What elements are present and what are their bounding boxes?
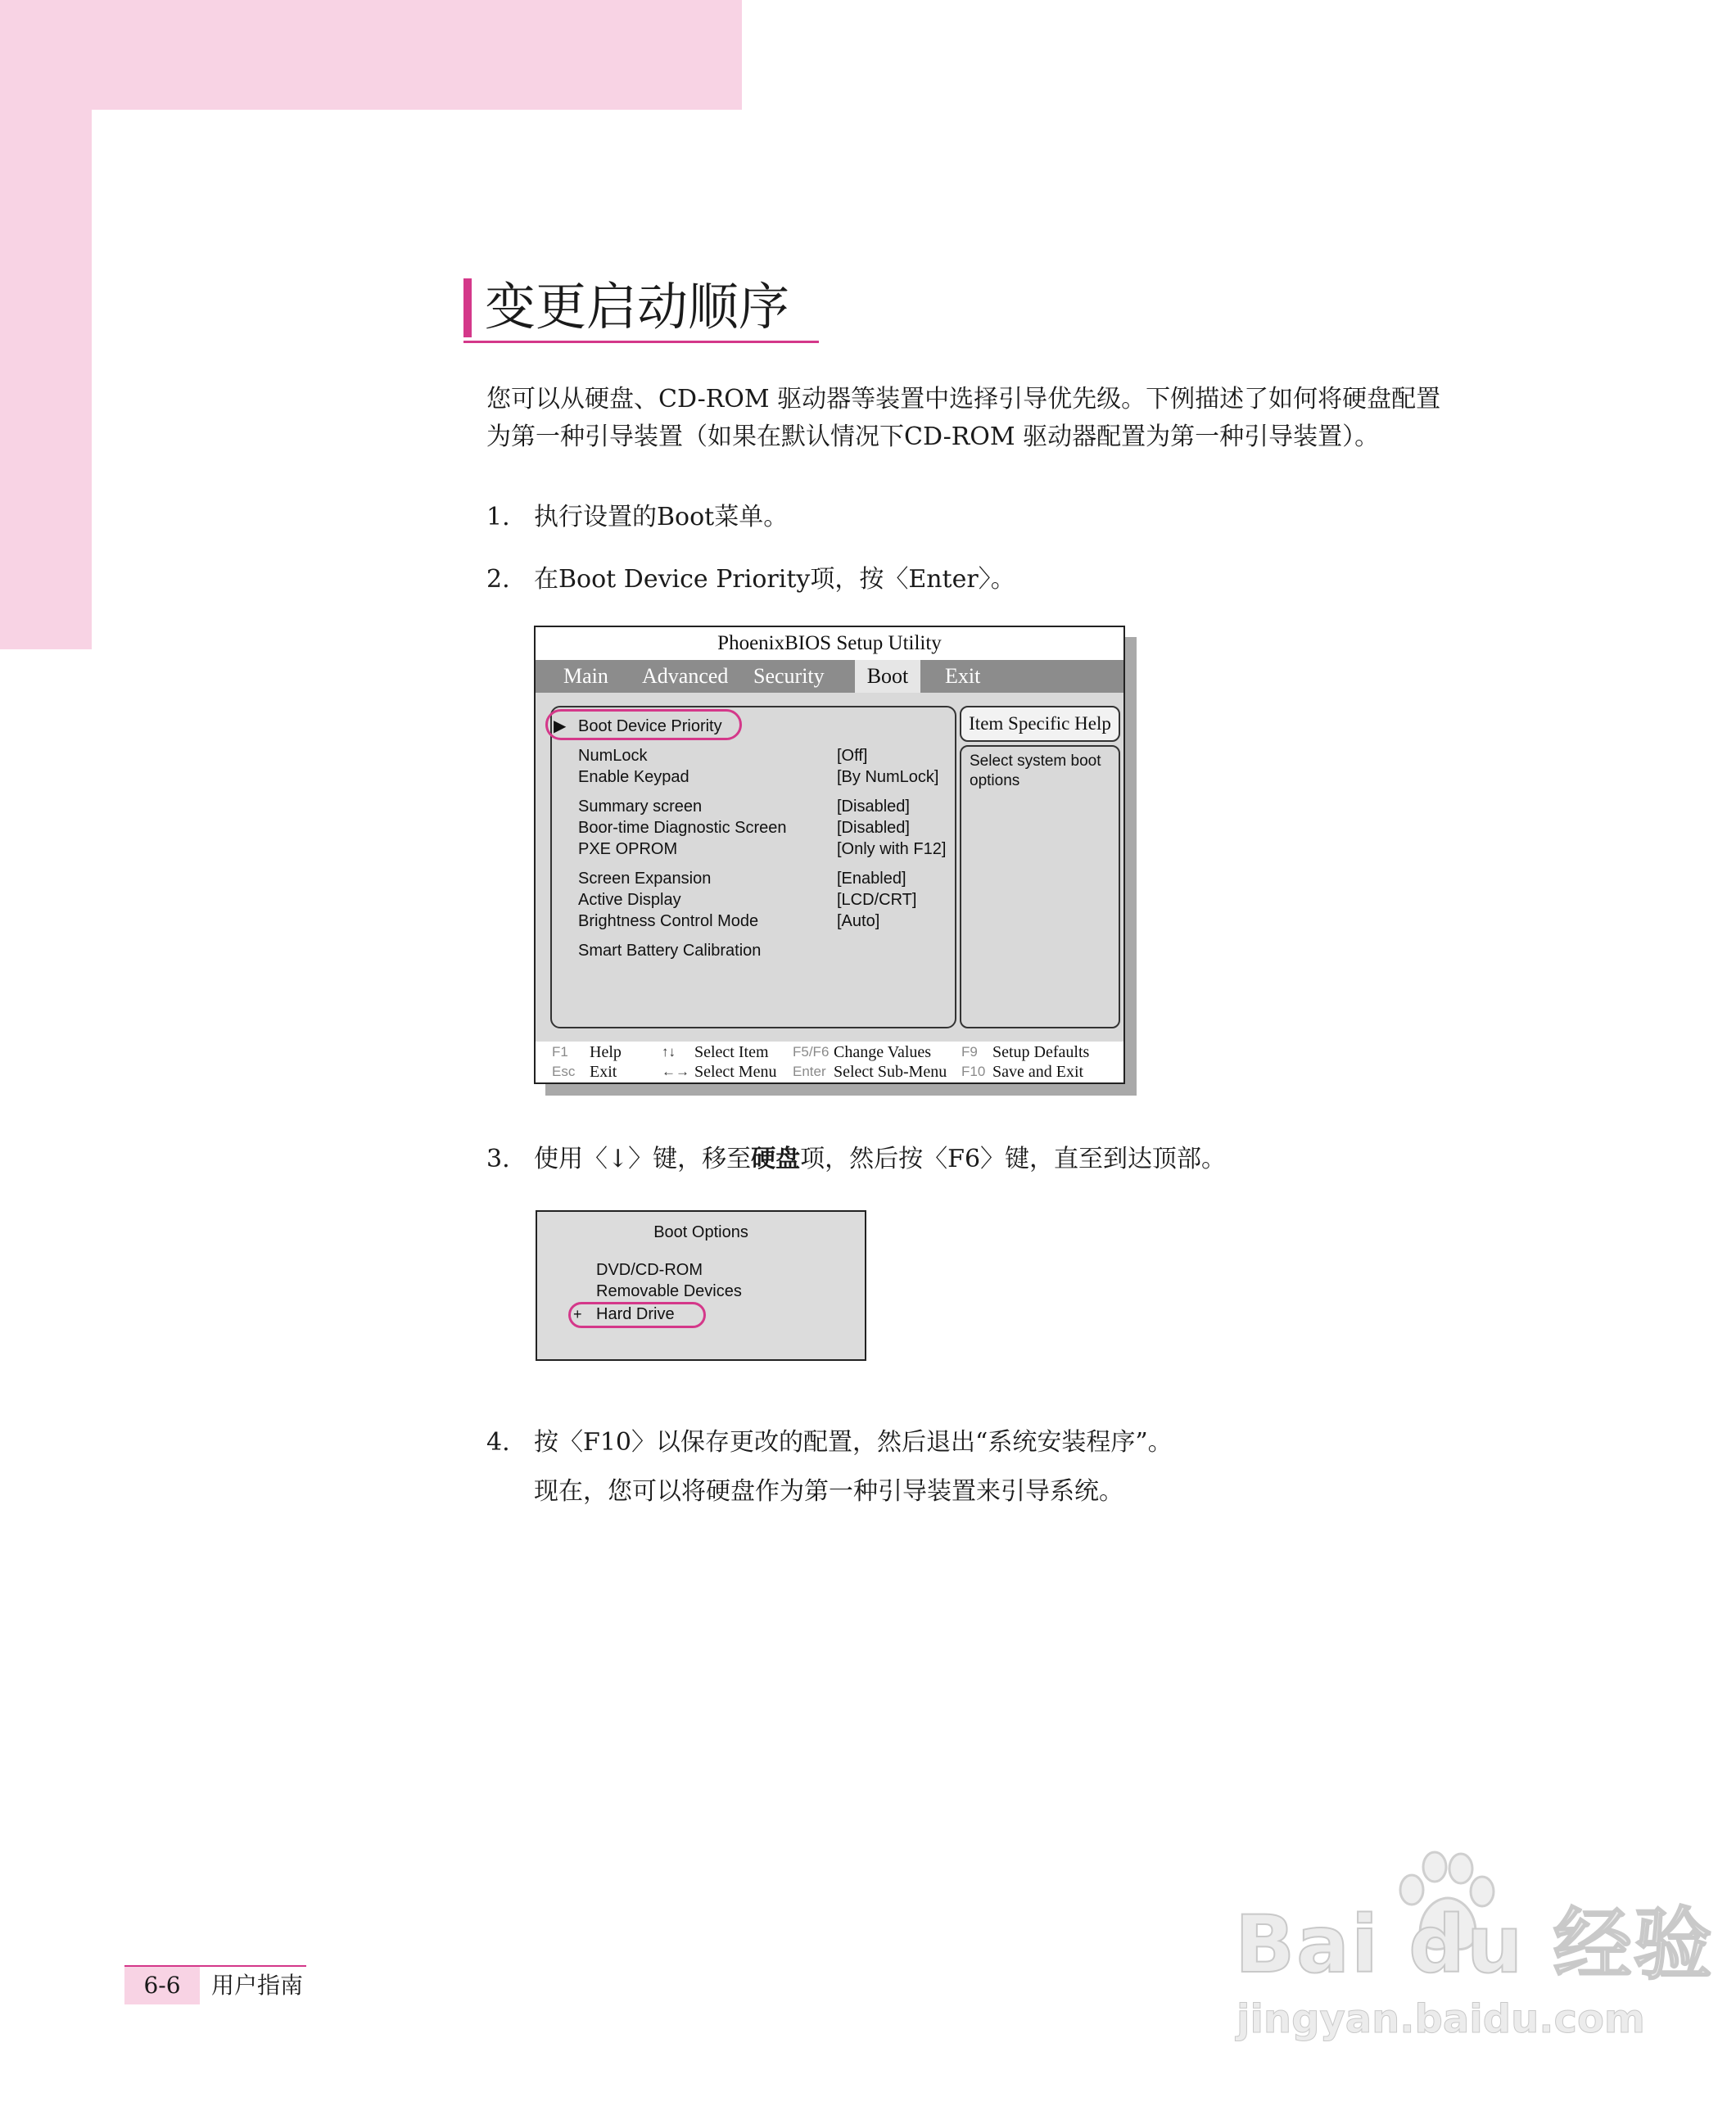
step-text-bold: 硬盘 (751, 1145, 801, 1173)
key-f5-f6: F5/F6 (793, 1044, 830, 1060)
help-title: Item Specific Help (960, 706, 1120, 742)
step-number: 3. (486, 1145, 510, 1173)
step-2 (486, 563, 1015, 596)
key-enter: Enter (793, 1064, 826, 1079)
title-underline (463, 341, 819, 343)
key-save-exit-desc: Save and Exit (992, 1063, 1084, 1081)
key-select-menu-desc: Select Menu (694, 1063, 777, 1081)
section-title (463, 278, 819, 344)
bios-value-active-display[interactable]: [LCD/CRT] (837, 891, 917, 909)
bios-item-summary-screen[interactable]: Summary screen (578, 798, 703, 816)
bios-item-active-display[interactable]: Active Display (578, 891, 681, 909)
step-text-post: 项，然后按〈F6〉键，直至到达顶部。 (800, 1145, 1227, 1173)
side-pink-block (0, 0, 92, 649)
key-esc-desc: Exit (590, 1063, 617, 1081)
bios-item-numlock[interactable]: NumLock (578, 747, 648, 765)
step-1 (486, 501, 788, 534)
step-text-pre: 使用〈↓〉键，移至 (534, 1145, 752, 1173)
header-pink-block (0, 0, 742, 110)
key-sub-menu-desc: Select Sub-Menu (834, 1063, 947, 1081)
bios-value-pxe-oprom[interactable]: [Only with F12] (837, 840, 947, 858)
bios-menu-exit[interactable]: Exit (945, 664, 981, 688)
boot-item-removable[interactable]: Removable Devices (596, 1282, 742, 1300)
boot-options-panel (536, 1210, 866, 1361)
submenu-arrow-icon: ▶ (554, 717, 567, 735)
bios-menu-advanced[interactable]: Advanced (642, 664, 729, 688)
page-title: 变更启动顺序 (485, 277, 790, 337)
bios-value-screen-expansion[interactable]: [Enabled] (837, 870, 906, 888)
watermark-logo-text: Bai du 经验 (1235, 1899, 1714, 1991)
bios-screenshot (534, 626, 1125, 1084)
bios-item-battery-calibration[interactable]: Smart Battery Calibration (578, 942, 762, 960)
boot-item-dvd[interactable]: DVD/CD-ROM (596, 1261, 703, 1279)
boot-options-title: Boot Options (653, 1223, 748, 1241)
step-number: 2. (486, 565, 510, 594)
step-4 (486, 1426, 1173, 1459)
intro-line-1: 您可以从硬盘、CD-ROM 驱动器等装置中选择引导优先级。下例描述了如何将硬盘配置 (486, 385, 1441, 414)
step-number: 4. (486, 1428, 510, 1457)
key-change-values-desc: Change Values (834, 1043, 932, 1061)
bios-item-enable-keypad[interactable]: Enable Keypad (578, 768, 689, 786)
bios-value-numlock[interactable]: [Off] (837, 747, 868, 765)
bios-menu-bar (536, 660, 1123, 693)
step-text: 按〈F10〉以保存更改的配置，然后退出“系统安装程序”。 (534, 1428, 1173, 1457)
up-down-arrow-icon: ↑↓ (662, 1044, 676, 1060)
bios-title: PhoenixBIOS Setup Utility (536, 627, 1123, 660)
watermark-url: jingyan.baidu.com (1236, 1996, 1645, 2042)
left-right-arrow-icon: ←→ (662, 1064, 689, 1079)
plus-icon: + (573, 1306, 582, 1322)
bios-item-boot-diagnostic[interactable]: Boor-time Diagnostic Screen (578, 819, 787, 837)
key-f10: F10 (961, 1064, 986, 1079)
boot-item-hard-drive[interactable]: Hard Drive (596, 1305, 675, 1323)
title-accent-bar (463, 278, 472, 337)
key-f9: F9 (961, 1044, 978, 1060)
bios-item-brightness-mode[interactable]: Brightness Control Mode (578, 912, 759, 930)
key-f1: F1 (552, 1044, 568, 1060)
help-text: Select system boot options (970, 752, 1101, 789)
step-text: 在Boot Device Priority项，按〈Enter〉。 (534, 565, 1015, 594)
bios-value-summary-screen[interactable]: [Disabled] (837, 798, 910, 816)
bios-item-screen-expansion[interactable]: Screen Expansion (578, 870, 712, 888)
step-number: 1. (486, 503, 510, 531)
step-text: 执行设置的Boot菜单。 (534, 503, 789, 531)
key-f1-desc: Help (590, 1043, 622, 1061)
bios-menu-security[interactable]: Security (753, 664, 825, 688)
key-esc: Esc (552, 1064, 576, 1079)
bios-key-legend (536, 1042, 1123, 1082)
step-4-note: 现在，您可以将硬盘作为第一种引导装置来引导系统。 (534, 1477, 1123, 1506)
bios-item-boot-device-priority[interactable]: Boot Device Priority (578, 717, 722, 735)
bios-menu-main[interactable]: Main (563, 664, 608, 688)
key-setup-defaults-desc: Setup Defaults (992, 1043, 1090, 1061)
bios-menu-boot[interactable]: Boot (855, 660, 920, 693)
bios-value-enable-keypad[interactable]: [By NumLock] (837, 768, 939, 786)
bios-value-boot-diagnostic[interactable]: [Disabled] (837, 819, 910, 837)
footer-label: 用户指南 (211, 1972, 304, 1999)
bios-item-pxe-oprom[interactable]: PXE OPROM (578, 840, 678, 858)
step-3 (486, 1143, 1226, 1176)
page-number: 6-6 (143, 1972, 181, 1999)
bios-value-brightness-mode[interactable]: [Auto] (837, 912, 880, 930)
bios-help-panel (960, 706, 1120, 1028)
intro-line-2: 为第一种引导装置（如果在默认情况下CD-ROM 驱动器配置为第一种引导装置）。 (486, 423, 1380, 451)
key-select-item-desc: Select Item (694, 1043, 769, 1061)
help-box (960, 745, 1120, 1028)
